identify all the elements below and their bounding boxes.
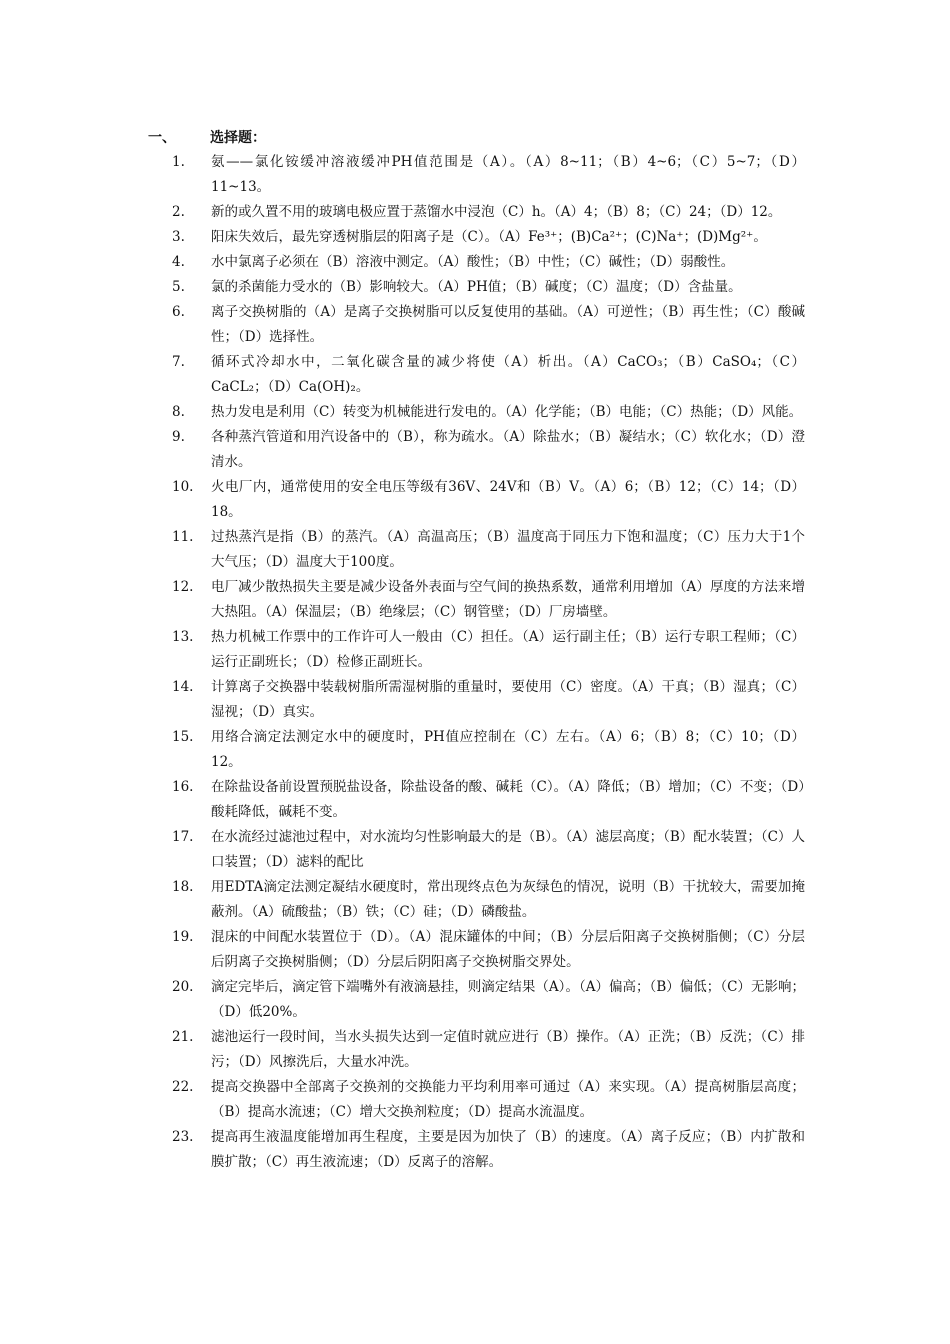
question-text: 电厂减少散热损失主要是减少设备外表面与空气间的换热系数，通常利用增加（A）厚度的方法来增大热阻。（A）保温层；（B）绝缘层；（C）钢管壁；（D）厂房墙壁。	[211, 579, 805, 620]
question-item	[0, 1025, 950, 1075]
question-number: 10.	[172, 479, 194, 495]
question-item	[0, 200, 950, 225]
question-text: 提高再生液温度能增加再生程度，主要是因为加快了（B）的速度。（A）离子反应；（B）内扩散和膜扩散；（C）再生液流速；（D）反离子的溶解。	[211, 1129, 805, 1170]
question-item	[0, 975, 950, 1025]
question-text: 用络合滴定法测定水中的硬度时，PH值应控制在（C）左右。（A）6；（B）8；（C）10；（D）12。	[211, 729, 805, 770]
question-item	[0, 775, 950, 825]
question-number: 1.	[172, 154, 185, 170]
question-number: 20.	[172, 979, 194, 995]
question-number: 13.	[172, 629, 194, 645]
question-item	[0, 425, 950, 475]
question-number: 19.	[172, 929, 194, 945]
question-text: 火电厂内，通常使用的安全电压等级有36V、24V和（B）V。（A）6；（B）12；（C）14；（D）18。	[211, 479, 805, 520]
question-list	[0, 150, 950, 1175]
question-number: 12.	[172, 579, 194, 595]
question-number: 7.	[172, 354, 185, 370]
question-number: 3.	[172, 229, 185, 245]
question-number: 8.	[172, 404, 185, 420]
question-text: 各种蒸汽管道和用汽设备中的（B），称为疏水。（A）除盐水；（B）凝结水；（C）软化水；（D）澄清水。	[211, 429, 805, 470]
question-item	[0, 525, 950, 575]
question-text: 滴定完毕后，滴定管下端嘴外有液滴悬挂，则滴定结果（A）。（A）偏高；（B）偏低；（C）无影响；（D）低20%。	[211, 979, 805, 1020]
question-item	[0, 475, 950, 525]
section-heading	[148, 128, 266, 148]
question-number: 23.	[172, 1129, 194, 1145]
question-number: 9.	[172, 429, 185, 445]
question-number: 11.	[172, 529, 194, 545]
question-number: 2.	[172, 204, 185, 220]
question-number: 5.	[172, 279, 185, 295]
question-item	[0, 300, 950, 350]
question-number: 14.	[172, 679, 194, 695]
question-text: 计算离子交换器中装载树脂所需湿树脂的重量时，要使用（C）密度。（A）干真；（B）湿真；（C）湿视；（D）真实。	[211, 679, 805, 720]
question-item	[0, 675, 950, 725]
question-text: 氨——氯化铵缓冲溶液缓冲PH值范围是（A）。（A）8~11；（B）4~6；（C）5~7；（D）11~13。	[211, 154, 805, 195]
question-item	[0, 725, 950, 775]
question-number: 15.	[172, 729, 194, 745]
question-item	[0, 825, 950, 875]
question-number: 6.	[172, 304, 185, 320]
question-text: 混床的中间配水装置位于（D）。（A）混床罐体的中间；（B）分层后阳离子交换树脂侧；（C）分层后阴离子交换树脂侧；（D）分层后阴阳离子交换树脂交界处。	[211, 929, 805, 970]
question-text: 用EDTA滴定法测定凝结水硬度时，常出现终点色为灰绿色的情况，说明（B）干扰较大，需要加掩蔽剂。（A）硫酸盐；（B）铁；（C）硅；（D）磷酸盐。	[211, 879, 805, 920]
question-text: 水中氯离子必须在（B）溶液中测定。（A）酸性；（B）中性；（C）碱性；（D）弱酸性。	[211, 254, 735, 270]
question-number: 16.	[172, 779, 194, 795]
question-item	[0, 1075, 950, 1125]
question-item	[0, 875, 950, 925]
question-text: 热力机械工作票中的工作许可人一般由（C）担任。（A）运行副主任；（B）运行专职工程师；（C）运行正副班长；（D）检修正副班长。	[211, 629, 805, 670]
question-text: 热力发电是利用（C）转变为机械能进行发电的。（A）化学能；（B）电能；（C）热能；（D）风能。	[211, 404, 803, 420]
question-item	[0, 1125, 950, 1175]
question-item	[0, 250, 950, 275]
question-number: 21.	[172, 1029, 194, 1045]
question-text: 提高交换器中全部离子交换剂的交换能力平均利用率可通过（A）来实现。（A）提高树脂层高度；（B）提高水流速；（C）增大交换剂粒度；（D）提高水流温度。	[211, 1079, 805, 1120]
question-text: 在除盐设备前设置预脱盐设备，除盐设备的酸、碱耗（C）。（A）降低；（B）增加；（C）不变；（D）酸耗降低，碱耗不变。	[211, 779, 805, 820]
question-item	[0, 225, 950, 250]
question-text: 阳床失效后，最先穿透树脂层的阳离子是（C）。（A）Fe³⁺；(B)Ca²⁺；(C)Na⁺；(D)Mg²⁺。	[211, 229, 767, 245]
question-item	[0, 350, 950, 400]
question-item	[0, 625, 950, 675]
question-text: 新的或久置不用的玻璃电极应置于蒸馏水中浸泡（C）h。（A）4；（B）8；（C）24；（D）12。	[211, 204, 782, 220]
section-number: 一、	[148, 130, 176, 146]
question-item	[0, 150, 950, 200]
question-text: 离子交换树脂的（A）是离子交换树脂可以反复使用的基础。（A）可逆性；（B）再生性；（C）酸碱性；（D）选择性。	[211, 304, 805, 345]
question-text: 在水流经过滤池过程中，对水流均匀性影响最大的是（B）。（A）滤层高度；（B）配水装置；（C）人口装置；（D）滤料的配比	[211, 829, 805, 870]
question-text: 滤池运行一段时间，当水头损失达到一定值时就应进行（B）操作。（A）正洗；（B）反洗；（C）排污；（D）风擦洗后，大量水冲洗。	[211, 1029, 805, 1070]
section-title: 选择题：	[210, 130, 266, 146]
question-item	[0, 575, 950, 625]
question-item	[0, 400, 950, 425]
question-text: 氯的杀菌能力受水的（B）影响较大。（A）PH值；（B）碱度；（C）温度；（D）含盐量。	[211, 279, 742, 295]
question-number: 22.	[172, 1079, 194, 1095]
question-number: 4.	[172, 254, 185, 270]
question-item	[0, 275, 950, 300]
question-text: 循环式冷却水中，二氧化碳含量的减少将使（A）析出。（A）CaCO₃；（B）CaSO₄；（C）CaCL₂；（D）Ca(OH)₂。	[211, 354, 805, 395]
question-number: 18.	[172, 879, 194, 895]
question-item	[0, 925, 950, 975]
question-text: 过热蒸汽是指（B）的蒸汽。（A）高温高压；（B）温度高于同压力下饱和温度；（C）压力大于1个大气压；（D）温度大于100度。	[211, 529, 805, 570]
question-number: 17.	[172, 829, 194, 845]
